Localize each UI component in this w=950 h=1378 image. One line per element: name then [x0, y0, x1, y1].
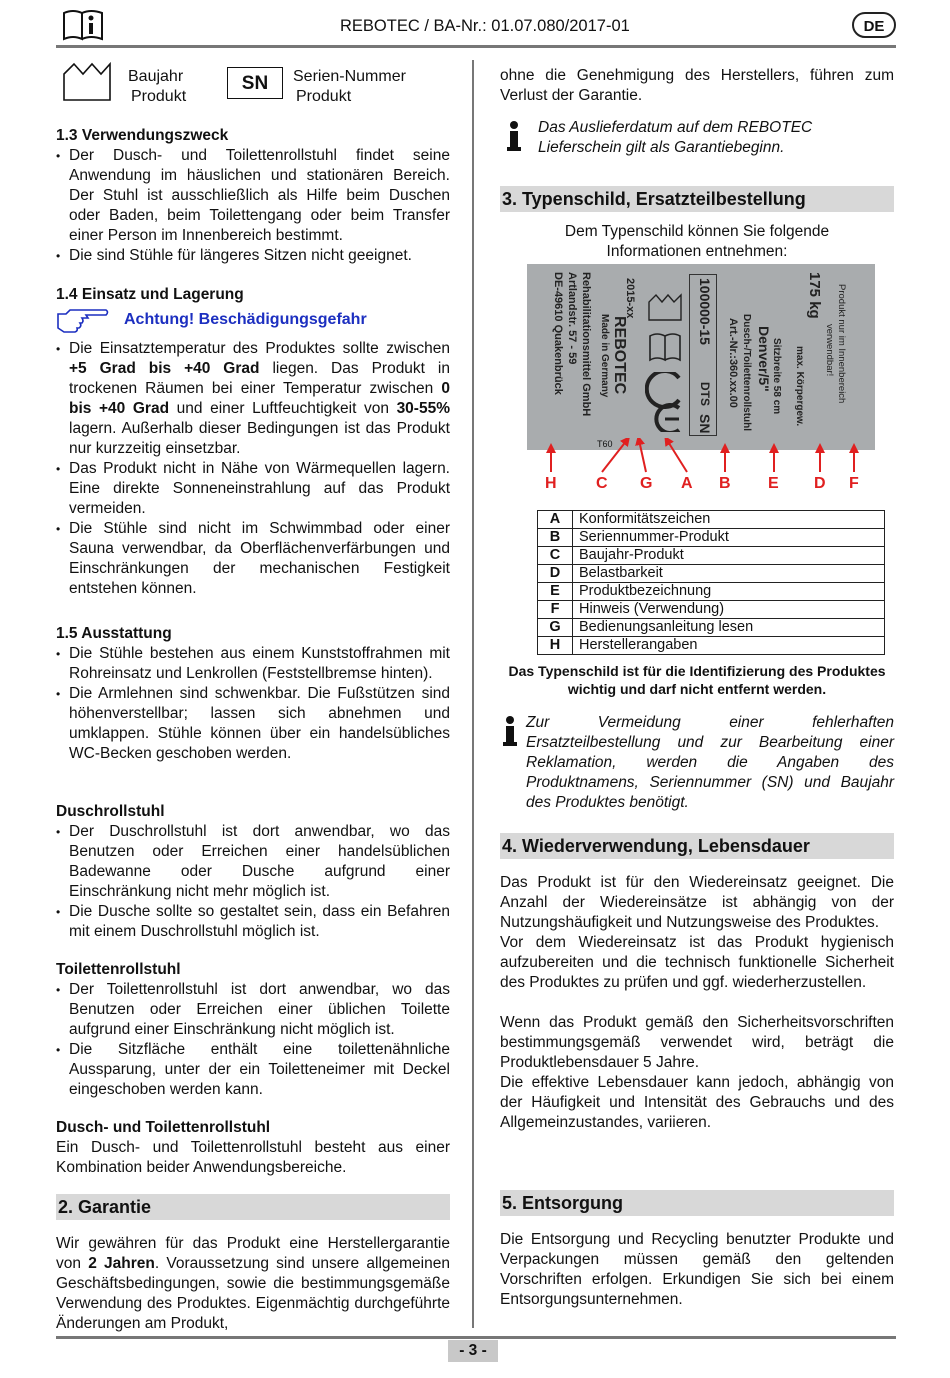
- list-item: • Die Armlehnen sind schwenkbar. Die Fußstützen sind höhenverstellbar; lassen sich abnehmen und umklappen. Stühle können über ein handelsübliches WC-Becken geschoben werden.: [56, 684, 450, 764]
- paragraph: Wenn das Produkt gemäß den Sicherheitsvorschriften bestimmungsgemäß verwendet wird, beträgt die Produktlebensdauer 5 Jahre.: [500, 1014, 894, 1071]
- section-3-info: [500, 713, 894, 813]
- paragraph: Die effektive Lebensdauer kann jedoch, abhängig von der Häufigkeit und Intensität des Gebrauchs und des Allgemeinzustandes, variieren.: [500, 1074, 894, 1131]
- list-item: • Der Duschrollstuhl ist dort anwendbar, wo das Benutzen oder Erreichen einer handelsüblichen Badewanne oder Dusche aufgrund einer Einschränkung nicht mehr möglich ist.: [56, 822, 450, 902]
- document-header-title: REBOTEC / BA-Nr.: 01.07.080/2017-01: [340, 17, 630, 35]
- legend-value: Baujahr-Produkt: [573, 547, 885, 565]
- table-row: [538, 601, 885, 619]
- year-label-line-2: Produkt: [131, 88, 187, 105]
- plate-line: DE-49610 Quakenbrück: [552, 272, 564, 395]
- manual-info-icon: [62, 8, 104, 42]
- marker-c: C: [596, 475, 608, 492]
- plate-seat-width: Sitzbreite 58 cm: [771, 338, 782, 415]
- heading-4: 4. Wiederverwendung, Lebensdauer: [500, 833, 894, 859]
- table-row: [538, 583, 885, 601]
- legend-value: Belastbarkeit: [573, 565, 885, 583]
- heading-1-4: 1.4 Einsatz und Lagerung: [56, 286, 244, 303]
- type-plate-image: [527, 264, 875, 450]
- text: liegen. Das Produkt in trockenen Räumen bei einer Temperatur zwischen: [69, 360, 450, 397]
- marker-h: H: [545, 475, 557, 492]
- legend-value: Herstellerangaben: [573, 637, 885, 655]
- marker-f: F: [849, 475, 859, 492]
- table-row: [538, 637, 885, 655]
- plate-tuv: T60: [597, 439, 613, 449]
- paragraph: Die Entsorgung und Recycling benutzter Produkte und Verpackungen müssen gemäß den geltenden Vorschriften erfolgen. Erkundigen Sie sich bei einem Entsorgungsunternehmen.: [500, 1231, 894, 1308]
- info-note: [500, 713, 894, 813]
- paragraph: Vor dem Wiedereinsatz ist das Produkt hygienisch aufzubereiten und die technisch funktionelle Sicherheit des Produktes zu prüfen und ggf. wiederherzustellen.: [500, 934, 894, 991]
- language-badge: DE: [852, 12, 896, 38]
- plate-legend-table: [537, 510, 885, 655]
- factory-icon: [647, 292, 683, 322]
- info-icon: [500, 715, 520, 749]
- heading-5: 5. Entsorgung: [500, 1190, 894, 1216]
- heading-toilettenrollstuhl: Toilettenrollstuhl: [56, 961, 181, 978]
- text: lagern. Außerhalb dieser Bedingungen ist das Produkt nur kurzzeitig einsetzbar.: [69, 420, 450, 457]
- year-symbol-label: [128, 67, 186, 107]
- legend-key: B: [538, 529, 573, 547]
- plate-line: Rehabilitationsmittel GmbH: [580, 272, 592, 417]
- column-divider: [472, 60, 474, 1328]
- paragraph: Das Produkt ist für den Wiedereinsatz geeignet. Die Anzahl der Wiedereinsätze ist abhängig von der Nutzungshäufigkeit und Nutzungsweise des Produktes.: [500, 874, 894, 931]
- info-icon: [504, 120, 524, 154]
- table-row: [538, 565, 885, 583]
- list-item: • Die Stühle sind nicht im Schwimmbad oder einer Sauna verwendbar, da Oberflächenverfärbungen und Einschränkungen der mechanischen Festigkeit entstehen können.: [56, 519, 450, 599]
- heading-3: 3. Typenschild, Ersatzteilbestellung: [500, 186, 894, 212]
- legend-value: Konformitätszeichen: [573, 511, 885, 529]
- paragraph: ohne die Genehmigung des Herstellers, führen zum Verlust der Garantie.: [500, 67, 894, 104]
- heading-1-5: 1.5 Ausstattung: [56, 625, 172, 642]
- list-item: • Die Stühle bestehen aus einem Kunststoffrahmen mit Rohreinsatz und Lenkrollen (Feststellbremse hinten).: [56, 644, 450, 684]
- text: und einer Luftfeuchtigkeit von: [169, 400, 397, 417]
- pointing-hand-icon: [56, 308, 110, 334]
- plate-made: Made in Germany: [599, 314, 610, 398]
- plate-model-name: Denver/5": [756, 326, 772, 392]
- legend-key: A: [538, 511, 573, 529]
- info-text: Zur Vermeidung einer fehlerhaften Ersatzteilbestellung und zur Bearbeitung einer Reklamation, werden die Angaben des Produktnamens, Seriennummer (SN) und Baujahr des Produktes benötigt.: [526, 714, 894, 811]
- paragraph: Ein Dusch- und Toilettenrollstuhl besteht aus einer Kombination beider Anwendungsbereiche.: [56, 1139, 450, 1176]
- plate-load-label: max. Körpergew.: [794, 346, 805, 427]
- table-row: [538, 547, 885, 565]
- heading-combo: Dusch- und Toilettenrollstuhl: [56, 1119, 271, 1136]
- plate-note: Das Typenschild ist für die Identifizierung des Produktes wichtig und darf nicht entfernt werden.: [508, 663, 886, 697]
- legend-key: D: [538, 565, 573, 583]
- plate-type: Dusch-/Toilettenrollstuhl: [741, 314, 752, 432]
- legend-key: F: [538, 601, 573, 619]
- plate-intro: Dem Typenschild können Sie folgende Informationen entnehmen:: [564, 223, 830, 260]
- section-2: [56, 1194, 450, 1334]
- section-1-4: [56, 285, 450, 599]
- heading-1-3: 1.3 Verwendungszweck: [56, 127, 229, 144]
- list-item: • Der Dusch- und Toilettenrollstuhl findet seine Anwendung im häuslichen und stationären Bereich. Der Stuhl ist ausschließlich als Hilfe beim Duschen oder Baden, beim Toilettengang oder beim Transfer einer Person im Innenbereich bestimmt.: [56, 146, 450, 246]
- legend-value: Bedienungsanleitung lesen: [573, 619, 885, 637]
- table-row: [538, 619, 885, 637]
- sn-label-line-2: Produkt: [296, 88, 352, 105]
- footer-rule: [56, 1336, 896, 1339]
- list-item: • Das Produkt nicht in Nähe von Wärmequellen lagern. Eine direkte Sonneneinstrahlung auf das Produkt vermeiden.: [56, 459, 450, 519]
- legend-key: H: [538, 637, 573, 655]
- list-item: • Der Toilettenrollstuhl ist dort anwendbar, wo das Benutzen oder Erreichen einer üblichen Toilette aufgrund einer Einschränkung nicht möglich ist.: [56, 980, 450, 1040]
- legend-value: Hinweis (Verwendung): [573, 601, 885, 619]
- legend-value: Seriennummer-Produkt: [573, 529, 885, 547]
- marker-e: E: [768, 475, 779, 492]
- section-duschrollstuhl: [56, 802, 450, 942]
- section-1-5: [56, 624, 450, 764]
- page-number: - 3 -: [448, 1340, 498, 1362]
- heading-duschrollstuhl: Duschrollstuhl: [56, 803, 165, 820]
- plate-brand: REBOTEC: [611, 316, 628, 395]
- text: Die Einsatztemperatur des Produktes sollte zwischen: [69, 340, 450, 357]
- legend-key: G: [538, 619, 573, 637]
- info-text: Das Auslieferdatum auf dem REBOTEC Lieferschein gilt als Garantiebeginn.: [538, 119, 813, 156]
- sn-symbol-label: [293, 67, 406, 107]
- list-item: [56, 339, 450, 459]
- sn-label-line-1: Serien-Nummer: [293, 68, 406, 85]
- marker-d: D: [814, 475, 826, 492]
- table-row: [538, 529, 885, 547]
- list-item: • Die Sitzfläche enthält eine toilettenähnliche Aussparung, unter der ein Toiletteneimer mit Deckel eingeschoben werden kann.: [56, 1040, 450, 1100]
- section-3: [500, 186, 894, 262]
- ce-mark-icon: [645, 372, 685, 432]
- humidity: 30-55%: [396, 400, 450, 417]
- list-item: • Die Dusche sollte so gestaltet sein, dass ein Befahren mit einem Duschrollstuhl möglich ist.: [56, 902, 450, 942]
- plate-manufacturer: [551, 272, 593, 416]
- section-toilettenrollstuhl: [56, 960, 450, 1100]
- plate-line: Produkt nur im Innenbereich: [836, 284, 847, 404]
- warning-text: Achtung! Beschädigungsgefahr: [124, 311, 367, 328]
- plate-art-no: Art.-Nr.:360.xx.00: [727, 318, 739, 408]
- plate-load: 175 kg: [806, 272, 823, 319]
- paragraph: [56, 1234, 450, 1334]
- marker-a: A: [681, 475, 693, 492]
- plate-sn-value: 100000-15: [697, 278, 713, 345]
- section-1-3: [56, 126, 450, 266]
- section-5: [500, 1190, 894, 1310]
- section-combo: [56, 1118, 450, 1178]
- legend-value: Produktbezeichnung: [573, 583, 885, 601]
- factory-icon: [62, 60, 114, 102]
- info-note: [500, 118, 894, 158]
- legend-key: E: [538, 583, 573, 601]
- plate-marker-arrows: [527, 438, 875, 478]
- warranty-period: 2 Jahren: [88, 1255, 155, 1272]
- plate-line: verwendbar!: [824, 324, 835, 377]
- plate-hint: [823, 284, 847, 403]
- plate-line: Artlandstr. 57 - 59: [566, 272, 578, 365]
- storage-temp: 0 bis +40 Grad: [69, 380, 450, 417]
- header-rule: [56, 45, 896, 48]
- plate-year: 2015-xx: [624, 278, 636, 319]
- read-manual-icon: [647, 330, 683, 364]
- marker-g: G: [640, 475, 653, 492]
- section-4: [500, 833, 894, 1133]
- text: . Voraussetzung sind unsere allgemeinen Geschäftsbedingungen, sowie die bestimmungsgemäße Verwendung des Produktes. Eigenmächtig durchgeführte Änderungen am Produkt,: [56, 1255, 450, 1332]
- legend-key: C: [538, 547, 573, 565]
- marker-b: B: [719, 475, 731, 492]
- year-label-line-1: Baujahr: [128, 68, 184, 85]
- sn-symbol-box: SN: [227, 67, 283, 99]
- temp-range: +5 Grad bis +40 Grad: [69, 360, 260, 377]
- list-item: • Die sind Stühle für längeres Sitzen nicht geeignet.: [56, 246, 450, 266]
- plate-sn-label: SN: [697, 414, 713, 434]
- warning-row: [56, 305, 450, 335]
- plate-dts: DTS: [698, 382, 712, 406]
- table-row: [538, 511, 885, 529]
- section-2-continued: [500, 66, 894, 158]
- heading-2: 2. Garantie: [56, 1194, 450, 1220]
- text: Wir gewähren für das Produkt eine Herstellergarantie von: [56, 1235, 450, 1272]
